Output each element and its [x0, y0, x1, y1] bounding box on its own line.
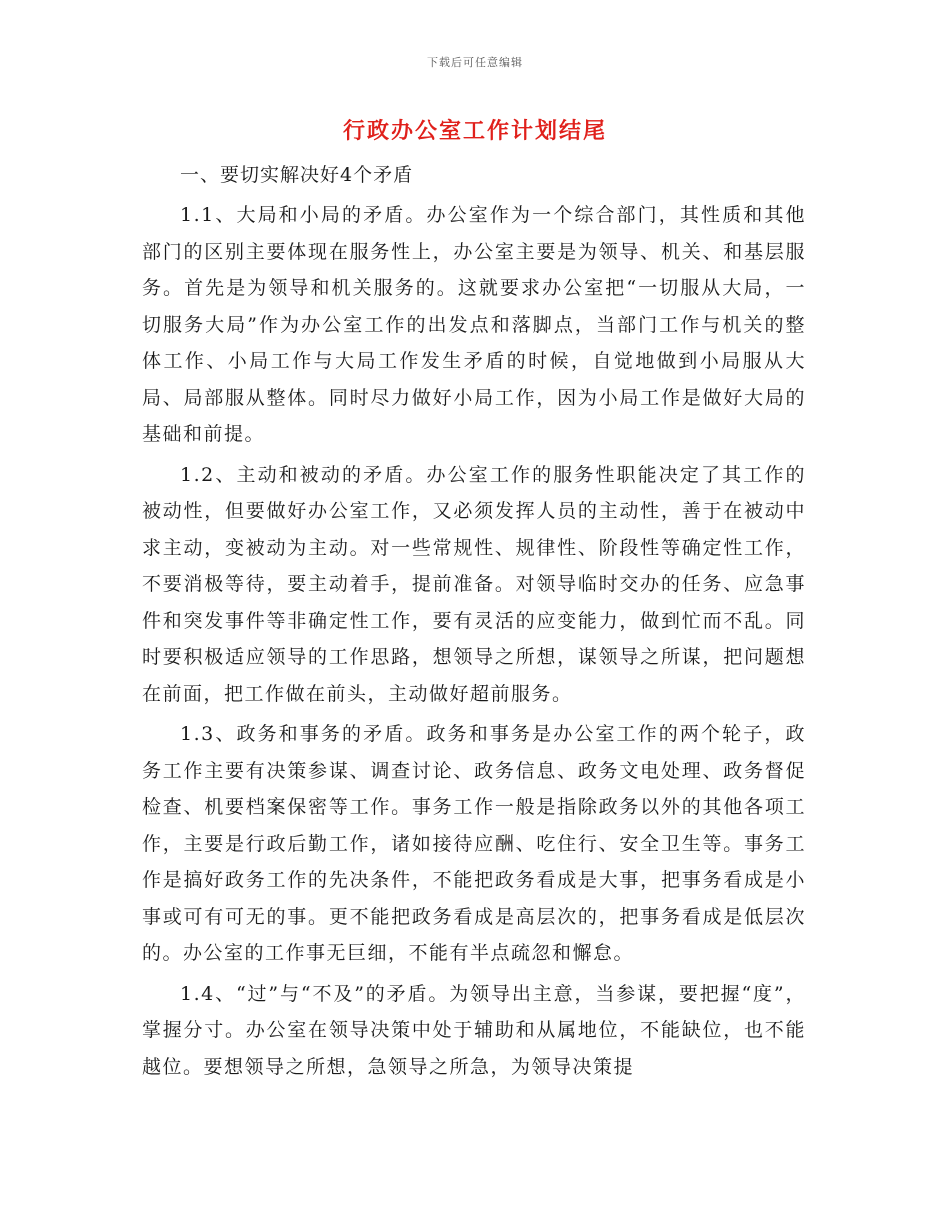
document-body [142, 157, 806, 1089]
header-note: 下载后可任意编辑 [427, 56, 523, 69]
section-heading: 一、要切实解决好4个矛盾 [180, 164, 414, 186]
paragraph-1-1: 1.1、大局和小局的矛盾。办公室作为一个综合部门，其性质和其他部门的区别主要体现在服务性上，办公室主要是为领导、机关、和基层服务。首先是为领导和机关服务的。这就要求办公室把“一切服从大局，一切服务大局”作为办公室工作的出发点和落脚点，当部门工作与机关的整体工作、小局工作与大局工作发生矛盾的时候，自觉地做到小局服从大局、局部服从整体。同时尽力做好小局工作，因为小局工作是做好大局的基础和前提。 [142, 204, 806, 445]
paragraph-1-4: 1.4、“过”与“不及”的矛盾。为领导出主意，当参谋，要把握“度”，掌握分寸。办公室在领导决策中处于辅助和从属地位，不能缺位，也不能越位。要想领导之所想，急领导之所急，为领导决策提 [142, 982, 806, 1078]
document-title: 行政办公室工作计划结尾 [342, 118, 607, 144]
paragraph-1-2: 1.2、主动和被动的矛盾。办公室工作的服务性职能决定了其工作的被动性，但要做好办公室工作，又必须发挥人员的主动性，善于在被动中求主动，变被动为主动。对一些常规性、规律性、阶段性等确定性工作，不要消极等待，要主动着手，提前准备。对领导临时交办的任务、应急事件和突发事件等非确定性工作，要有灵活的应变能力，做到忙而不乱。同时要积极适应领导的工作思路，想领导之所想，谋领导之所谋，把问题想在前面，把工作做在前头，主动做好超前服务。 [142, 463, 806, 705]
paragraph-1-3: 1.3、政务和事务的矛盾。政务和事务是办公室工作的两个轮子，政务工作主要有决策参谋、调查讨论、政务信息、政务文电处理、政务督促检查、机要档案保密等工作。事务工作一般是指除政务以外的其他各项工作，主要是行政后勤工作，诸如接待应酬、吃住行、安全卫生等。事务工作是搞好政务工作的先决条件，不能把政务看成是大事，把事务看成是小事或可有可无的事。更不能把政务看成是高层次的，把事务看成是低层次的。办公室的工作事无巨细，不能有半点疏忽和懈怠。 [142, 723, 806, 964]
